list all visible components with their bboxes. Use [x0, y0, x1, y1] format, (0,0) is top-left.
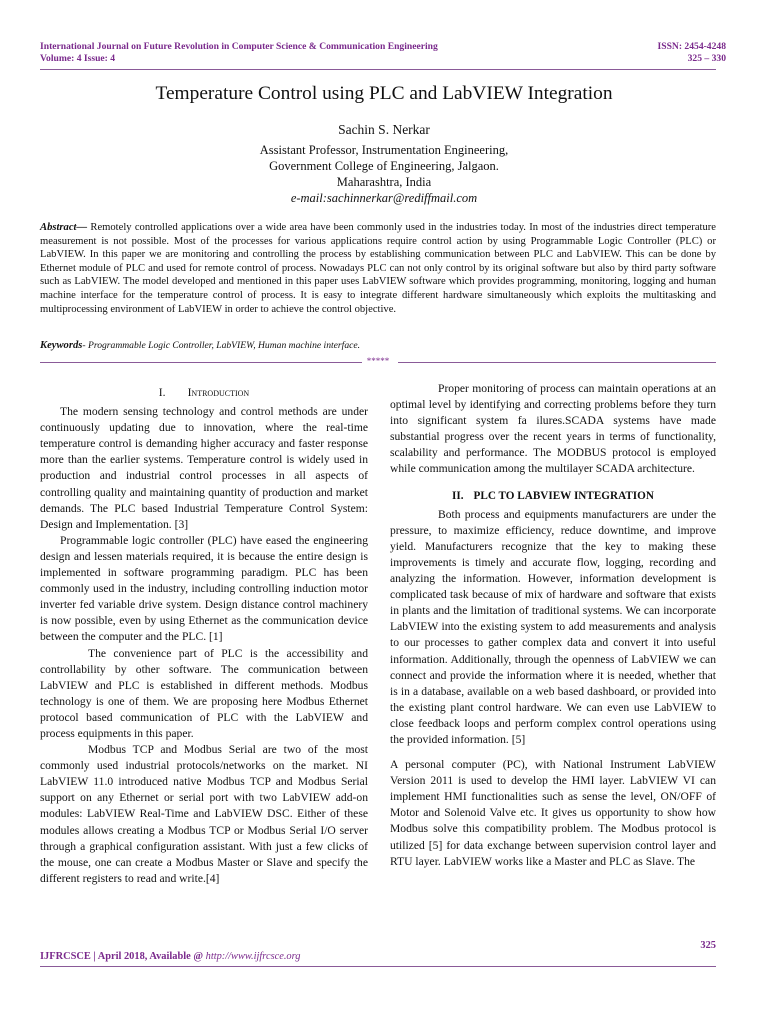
author-position: Assistant Professor, Instrumentation Engineering, [259, 143, 509, 157]
author-location: Maharashtra, India [336, 175, 432, 189]
author-email[interactable]: e-mail:sachinnerkar@rediffmail.com [290, 191, 478, 205]
journal-volume: Volume: 4 Issue: 4 [40, 53, 116, 64]
paper-title: Temperature Control using PLC and LabVIEW Integration [155, 83, 613, 104]
abstract [40, 221, 716, 316]
footer [40, 951, 300, 962]
section-number: II. [452, 489, 464, 502]
journal-meta [658, 41, 727, 65]
separator-line-right [398, 362, 716, 363]
section-separator [40, 356, 716, 366]
right-column [390, 381, 716, 870]
paragraph: Modbus TCP and Modbus Serial are two of the most commonly used industrial protocols/networks on the market. NI LabVIEW 11.0 introduced native Modbus TCP and Modbus Serial support on any Ethernet or serial port with two LabVIEW add-on modules: LabVIEW Real-Time and LabVIEW DSC. Either of these modules allows creating a Modbus TCP or Modbus Serial I/O server through a graphical configuration assistant. With just a few clicks of the mouse, one can create a Modbus Master or Slave and specify the different registers to read and write.[4] [40, 743, 368, 885]
separator-stars: ***** [366, 356, 390, 366]
paragraph: The modern sensing technology and control methods are under continuously updating due to innovation, where the real-time temperature control is demanding higher accuracy and faster response more than the earlier systems. Temperature control is widely used in production and industrial control processes in all aspects of controlling quality and maintaining quantity of production and market demands. The PLC based Industrial Temperature Control System: Design and Implementation. [3] [40, 405, 368, 531]
keywords-text: - Programmable Logic Controller, LabVIEW, Human machine interface. [82, 340, 361, 351]
paragraph: Proper monitoring of process can maintain operations at an optimal level by identifying and correcting problems before they turn into significant system fa ilures.SCADA systems have made substantial progress over the recent years in terms of functionality, scalability and performance. The MODBUS protocol is employed while communication among the multilayer SCADA architecture. [390, 382, 716, 476]
section-title: Introduction [187, 386, 250, 399]
author-institution: Government College of Engineering, Jalgaon. [269, 159, 499, 173]
separator-line-left [40, 362, 362, 363]
left-column [40, 385, 368, 887]
journal-header [40, 41, 438, 65]
keywords-label: Keywords [40, 340, 83, 351]
journal-issn: ISSN: 2454-4248 [657, 41, 726, 52]
section-title: PLC TO LABVIEW INTEGRATION [473, 489, 654, 502]
footer-url[interactable]: http://www.ijfrcsce.org [205, 951, 301, 962]
author-name: Sachin S. Nerkar [338, 122, 430, 137]
paragraph: The convenience part of PLC is the accessibility and controllability by other software. The communication between LabVIEW and PLC is established in different methods. Modbus technology is one of them. We are proposing here Modbus Ethernet protocol based communication of PLC with the LabVIEW and process equipments in this paper. [40, 646, 368, 740]
paragraph: Programmable logic controller (PLC) have eased the engineering design and lessen materials required, it is because the entire design is implemented in software programming paradigm. PLC has been commonly used in the industry, including controlling induction motor inverter fed variable drive system. Design distance control machinery is now possible, even by using Ethernet as the communication device between the computer and the PLC. [1] [40, 533, 368, 644]
section-heading-plc-labview [390, 488, 716, 504]
keywords [40, 339, 716, 352]
paragraph: A personal computer (PC), with National Instrument LabVIEW Version 2011 is used to develop the HMI layer. LabVIEW VI can implement HMI functionalities such as sense the level, ON/OFF of Motor and Solenoid Valve etc. It gives us opportunity to show how Modbus solve this compatibility problem. The Modbus protocol is utilized [5] for data exchange between supervision control layer and RTU layer. LabVIEW works like a Master and PLC as Slave. The [390, 758, 716, 868]
abstract-label: Abstract— [40, 222, 88, 233]
footer-rule [40, 966, 716, 967]
footer-text: IJFRCSCE | April 2018, Available @ [40, 951, 206, 962]
journal-pages: 325 – 330 [687, 53, 726, 64]
journal-name: International Journal on Future Revolution in Computer Science & Communication Engineering [40, 41, 438, 52]
abstract-text: Remotely controlled applications over a wide area have been commonly used in the industries today. In most of the industries direct temperature measurement is not possible. Most of the processes for various applications require control action by using Programmable Logic Controller (PLC) or LabVIEW. In this paper we are monitoring and controlling the process by establishing communication between PLC and LabVIEW. This can be done by Ethernet module of PLC and used for remote control of process. Nowadays PLC can not only control by its original software but also by third party software such as LabVIEW. The model developed and mentioned in this paper uses LabVIEW software which provides programming, monitoring, logging and human machine interface for the temperature control of process. It is easy to integrate different hardware simultaneously which exploits the multitasking and multiprocessing environment of LabVIEW in order to achieve the control objective. [40, 222, 716, 315]
page-number: 325 [700, 940, 716, 951]
section-number: I. [158, 386, 166, 399]
paragraph: Both process and equipments manufacturers are under the pressure, to maximize efficiency, reduce downtime, and improve yield. Manufacturers recognize that the key to making these improvements is timely and accurate flow, logging, recording and analyzing the information. However, information development is complicated task because of mix of hardware and software that exists in plants and the limitation of traditional systems. We can incorporate LabVIEW into the existing system to add measurements and analysis to our processes to gather complex data and convert it into useful information. Additionally, through the openness of LabVIEW we can connect and provide the information where it is needed, whether that is in a database, available on a web based dashboard, or provided into the existing plant control hardware. We can even use LabVIEW to close feedback loops and perform complex control operations using the provided information. [5] [390, 507, 716, 746]
author-block [0, 122, 768, 206]
section-heading-introduction [40, 385, 368, 401]
header-rule [40, 69, 716, 70]
